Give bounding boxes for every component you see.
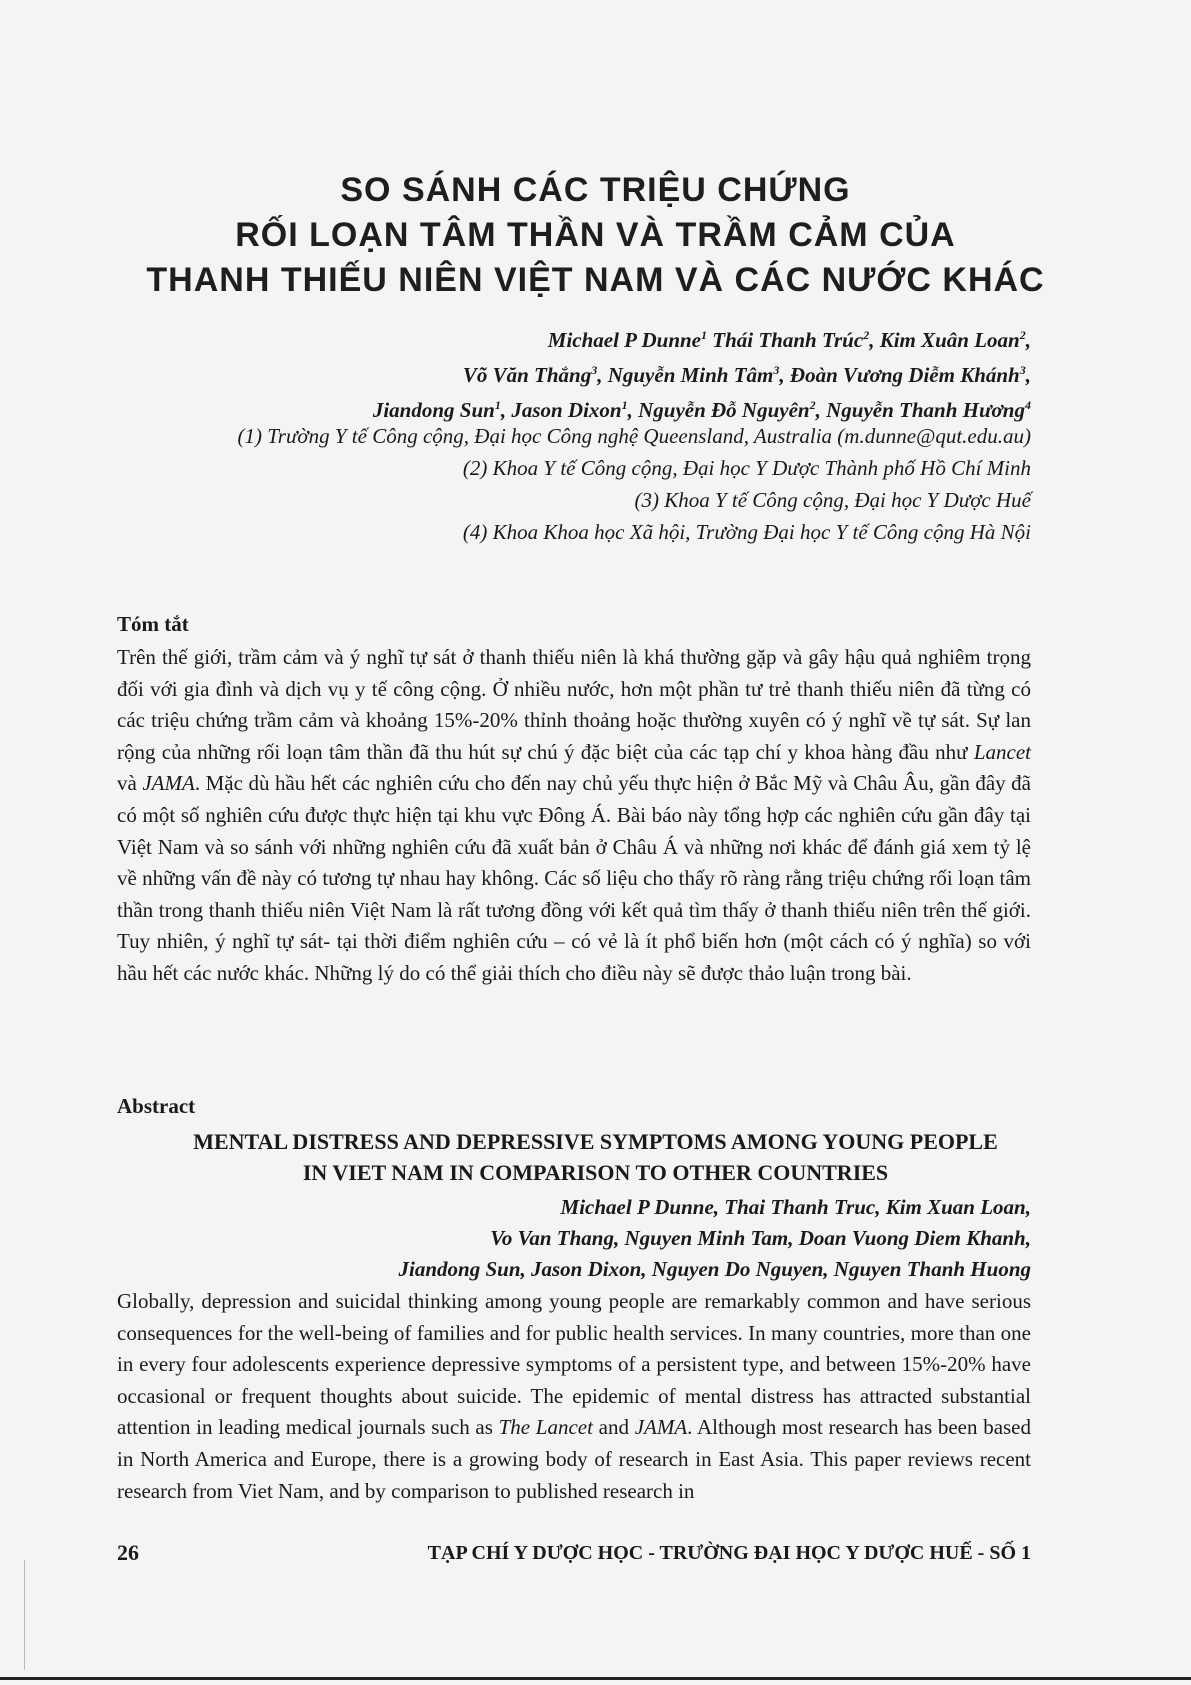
english-title xyxy=(0,1126,1191,1188)
author-name: , Jason Dixon xyxy=(500,398,622,422)
conjunction: and xyxy=(592,1415,635,1440)
authors-english xyxy=(71,1192,1031,1285)
affiliation-2: (2) Khoa Y tế Công cộng, Đại học Y Dược Thành phố Hồ Chí Minh xyxy=(462,456,1031,480)
journal-name-jama: JAMA xyxy=(634,1415,688,1440)
affiliation-mark: 4 xyxy=(1025,398,1031,412)
bottom-rule xyxy=(0,1677,1191,1680)
author-separator: , xyxy=(1025,363,1031,387)
author-name: , Nguyễn Đỗ Nguyên xyxy=(627,398,810,422)
affiliation-mark: 2 xyxy=(1019,328,1026,342)
authors-vietnamese xyxy=(71,320,1031,425)
journal-footer: TẠP CHÍ Y DƯỢC HỌC - TRƯỜNG ĐẠI HỌC Y DƯỢC HUẾ - SỐ 1 xyxy=(427,1542,1031,1564)
authors-line-2 xyxy=(71,355,1031,390)
author-name: , Nguyễn Thanh Hương xyxy=(815,398,1025,422)
english-title-line-2: IN VIET NAM IN COMPARISON TO OTHER COUNTRIES xyxy=(302,1160,889,1185)
affiliation-mark: 3 xyxy=(591,363,598,377)
summary-text: . Mặc dù hầu hết các nghiên cứu cho đến nay chủ yếu thực hiện ở Bắc Mỹ và Châu Âu, gần đây đã có một số nghiên cứu được thực hiện tại khu vực Đông Á. Bài báo này tổng hợp các nghiên cứu gần đây tại Việt Nam và so sánh với những nghiên cứu đã xuất bản ở Châu Á và những nơi khác để đánh giá xem tỷ lệ về những vấn đề này có tương tự nhau hay không. Các số liệu cho thấy rõ ràng rằng triệu chứng rối loạn tâm thần trong thanh thiếu niên Việt Nam là rất tương đồng với kết quả tìm thấy ở thanh thiếu niên trên thế giới. Tuy nhiên, ý nghĩ tự sát- tại thời điểm nghiên cứu – có vẻ là ít phổ biến hơn (một cách có ý nghĩa) so với hầu hết các nước khác. Những lý do có thể giải thích cho điều này sẽ được thảo luận trong bài. xyxy=(117,771,1032,985)
affiliations xyxy=(71,420,1031,548)
title-line-3: THANH THIẾU NIÊN VIỆT NAM VÀ CÁC NƯỚC KHÁC xyxy=(146,261,1045,299)
scan-edge-line xyxy=(24,1560,25,1670)
english-title-line-1: MENTAL DISTRESS AND DEPRESSIVE SYMPTOMS AMONG YOUNG PEOPLE xyxy=(193,1129,998,1154)
authors-line-1 xyxy=(71,320,1031,355)
author-name: Jiandong Sun xyxy=(372,398,495,422)
article-title xyxy=(0,168,1191,303)
affiliation-4: (4) Khoa Khoa học Xã hội, Trường Đại học Y tế Công cộng Hà Nội xyxy=(462,520,1031,544)
affiliation-mark: 2 xyxy=(809,398,816,412)
affiliation-3: (3) Khoa Y tế Công cộng, Đại học Y Dược Huế xyxy=(634,488,1031,512)
en-authors-line-3: Jiandong Sun, Jason Dixon, Nguyen Do Nguyen, Nguyen Thanh Huong xyxy=(398,1257,1031,1281)
abstract-paragraph xyxy=(117,1286,1031,1507)
journal-name-lancet: Lancet xyxy=(973,739,1031,764)
author-name: , Nguyễn Minh Tâm xyxy=(597,363,774,387)
summary-heading: Tóm tắt xyxy=(117,612,189,636)
conjunction: và xyxy=(117,771,143,796)
affiliation-mark: 1 xyxy=(494,398,501,412)
affiliation-mark: 1 xyxy=(621,398,628,412)
author-name: , Đoàn Vương Diễm Khánh xyxy=(779,363,1020,387)
summary-paragraph xyxy=(117,642,1031,990)
affiliation-1: (1) Trường Y tế Công cộng, Đại học Công nghệ Queensland, Australia (m.dunne@qut.edu.au) xyxy=(237,424,1031,448)
summary-text: Trên thế giới, trầm cảm và ý nghĩ tự sát ở thanh thiếu niên là khá thường gặp và gây hậu quả nghiêm trọng đối với gia đình và dịch vụ y tế công cộng. Ở nhiều nước, hơn một phần tư trẻ thanh thiếu niên đã từng có các triệu chứng trầm cảm và khoảng 15%-20% thỉnh thoảng hoặc thường xuyên có ý nghĩ về tự sát. Sự lan rộng của những rối loạn tâm thần đã thu hút sự chú ý đặc biệt của các tạp chí y khoa hàng đầu như xyxy=(117,645,1031,764)
affiliation-mark: 1 xyxy=(701,328,707,342)
author-name: Michael P Dunne xyxy=(547,328,701,352)
affiliation-mark: 3 xyxy=(773,363,780,377)
author-separator: , xyxy=(1025,328,1031,352)
author-name: Võ Văn Thắng xyxy=(462,363,592,387)
author-name: , Kim Xuân Loan xyxy=(869,328,1020,352)
author-name: Thái Thanh Trúc xyxy=(707,328,864,352)
journal-name-jama: JAMA xyxy=(142,771,195,796)
en-authors-line-1: Michael P Dunne, Thai Thanh Truc, Kim Xuan Loan, xyxy=(560,1195,1031,1219)
abstract-text: Globally, depression and suicidal thinking among young people are remarkably common and have serious consequences for the well-being of families and for public health services. In many countries, more than one in every four adolescents experience depressive symptoms of a persistent type, and between 15%-20% have occasional or frequent thoughts about suicide. The epidemic of mental distress has attracted substantial attention in leading medical journals such as xyxy=(117,1289,1031,1440)
en-authors-line-2: Vo Van Thang, Nguyen Minh Tam, Doan Vuong Diem Khanh, xyxy=(490,1226,1031,1250)
abstract-text: . Although most research has been based in North America and Europe, there is a growing body of research in East Asia. This paper reviews recent research from Viet Nam, and by comparison to published research in xyxy=(117,1415,1032,1503)
affiliation-mark: 3 xyxy=(1019,363,1026,377)
abstract-heading: Abstract xyxy=(117,1094,196,1118)
page-number: 26 xyxy=(117,1540,139,1565)
journal-name-lancet: The Lancet xyxy=(498,1415,593,1440)
title-line-2: RỐI LOẠN TÂM THẦN VÀ TRẦM CẢM CỦA xyxy=(235,216,956,254)
title-line-1: SO SÁNH CÁC TRIỆU CHỨNG xyxy=(340,171,851,209)
affiliation-mark: 2 xyxy=(863,328,870,342)
